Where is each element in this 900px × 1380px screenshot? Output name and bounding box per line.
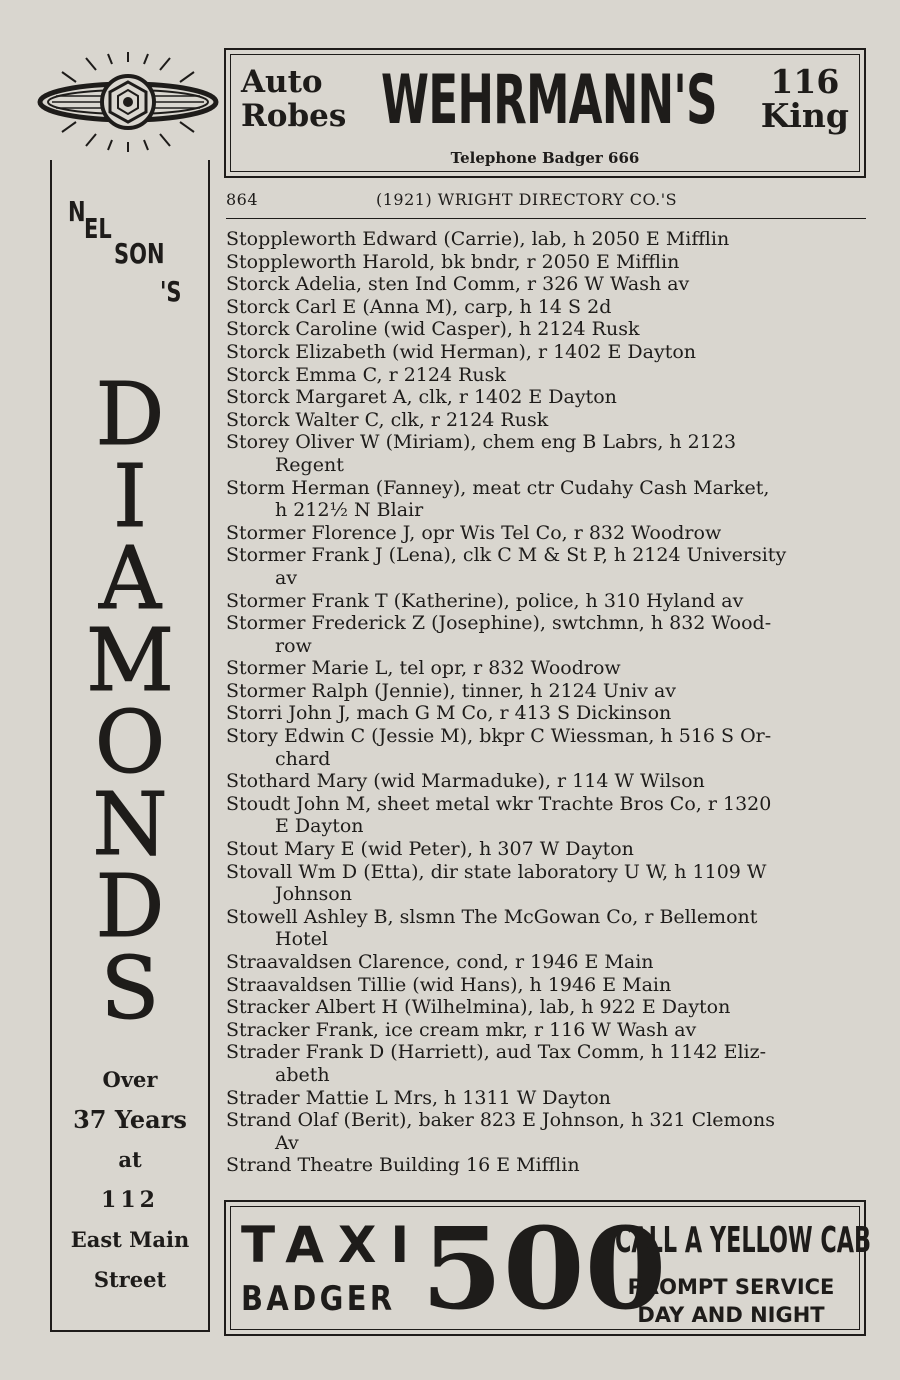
call-yellow-cab: CALL A YELLOW CAB	[615, 1220, 872, 1261]
entry-text: Stracker Albert H (Wilhelmina), lab, h 922 E Dayton	[226, 996, 731, 1019]
directory-entry	[226, 725, 867, 770]
entry-continuation: abeth	[275, 1063, 330, 1086]
directory-entry	[226, 386, 867, 409]
directory-entry	[226, 838, 867, 861]
entry-text: Stoppleworth Harold, bk bndr, r 2050 E Mifflin	[226, 250, 680, 273]
entry-text: Strader Frank D (Harriett), aud Tax Comm, h 1142 Eliz-	[226, 1041, 767, 1064]
brand-letters-son: SON	[114, 237, 165, 270]
directory-entry	[226, 702, 867, 725]
directory-entry	[226, 544, 867, 589]
directory-entries	[226, 228, 867, 1177]
directory-entry	[226, 522, 867, 545]
entry-text: Stracker Frank, ice cream mkr, r 116 W Wash av	[226, 1018, 697, 1041]
entry-text: Strand Theatre Building 16 E Mifflin	[226, 1154, 580, 1177]
directory-entry	[226, 1109, 867, 1154]
headline-letter: D	[95, 365, 165, 465]
service-text: PROMPT SERVICE DAY AND NIGHT	[627, 1275, 835, 1327]
entry-continuation: E Dayton	[275, 815, 364, 838]
entry-text: Stothard Mary (wid Marmaduke), r 114 W Wilson	[226, 770, 705, 793]
headline-letter: M	[85, 611, 175, 711]
diamonds-headline	[52, 365, 208, 1039]
headline-letter: I	[113, 447, 147, 547]
page-title: (1921) WRIGHT DIRECTORY CO.'S	[376, 190, 678, 209]
entry-text: Stowell Ashley B, slsmn The McGowan Co, r Bellemont	[226, 905, 758, 928]
entry-text: Stormer Florence J, opr Wis Tel Co, r 832 Woodrow	[226, 521, 722, 544]
sunburst-emblem-icon	[36, 52, 220, 152]
entry-text: Stormer Ralph (Jennie), tinner, h 2124 Univ av	[226, 679, 677, 702]
entry-text: Storey Oliver W (Miriam), chem eng B Labrs, h 2123	[226, 431, 737, 454]
entry-text: Stormer Frederick Z (Josephine), swtchmn, h 832 Wood-	[226, 612, 772, 635]
wehrmanns-brand: WEHRMANN'S	[381, 61, 717, 140]
entry-continuation: Av	[275, 1131, 299, 1154]
directory-entry	[226, 974, 867, 997]
directory-entry	[226, 770, 867, 793]
footer-line: 112	[101, 1187, 159, 1213]
entry-text: Storck Elizabeth (wid Herman), r 1402 E Dayton	[226, 340, 696, 363]
entry-continuation: Regent	[275, 453, 344, 476]
directory-entry	[226, 793, 867, 838]
directory-entry	[226, 657, 867, 680]
headline-letter: S	[100, 939, 160, 1039]
directory-entry	[226, 477, 867, 522]
wehrmanns-ad	[224, 48, 866, 178]
directory-entry	[226, 612, 867, 657]
entry-continuation: chard	[275, 747, 331, 770]
king-address: 116 King	[760, 62, 849, 135]
entry-text: Strader Mattie L Mrs, h 1311 W Dayton	[226, 1086, 611, 1109]
entry-continuation: row	[275, 634, 312, 657]
entry-text: Storck Emma C, r 2124 Rusk	[226, 363, 506, 386]
footer-line: at	[118, 1147, 142, 1172]
footer-line: Street	[93, 1267, 167, 1292]
taxi-word: TAXI	[241, 1216, 424, 1274]
directory-entry	[226, 273, 867, 296]
entry-text: Stoppleworth Edward (Carrie), lab, h 2050 E Mifflin	[226, 228, 730, 250]
entry-text: Storck Caroline (wid Casper), h 2124 Rusk	[226, 318, 640, 341]
entry-text: Storri John J, mach G M Co, r 413 S Dickinson	[226, 702, 672, 725]
entry-continuation: av	[275, 566, 298, 589]
headline-letter: N	[92, 775, 168, 875]
directory-entry	[226, 228, 867, 251]
entry-text: Stoudt John M, sheet metal wkr Trachte Bros Co, r 1320	[226, 792, 772, 815]
side-ad-footer	[52, 1060, 208, 1300]
entry-text: Straavaldsen Clarence, cond, r 1946 E Main	[226, 951, 654, 973]
entry-text: Straavaldsen Tillie (wid Hans), h 1946 E Main	[226, 973, 672, 996]
directory-entry	[226, 1019, 867, 1042]
entry-text: Storck Walter C, clk, r 2124 Rusk	[226, 408, 549, 431]
entry-text: Strand Olaf (Berit), baker 823 E Johnson, h 321 Clemons	[226, 1109, 775, 1132]
entry-text: Storck Carl E (Anna M), carp, h 14 S 2d	[226, 295, 612, 318]
entry-text: Stormer Marie L, tel opr, r 832 Woodrow	[226, 657, 621, 680]
headline-letter: O	[94, 693, 166, 793]
footer-line: Over	[102, 1067, 158, 1092]
directory-entry	[226, 996, 867, 1019]
entry-text: Story Edwin C (Jessie M), bkpr C Wiessman, h 516 S Or-	[226, 725, 772, 748]
directory-entry	[226, 318, 867, 341]
entry-text: Stormer Frank J (Lena), clk C M & St P, h 2124 University	[226, 544, 787, 567]
directory-entry	[226, 364, 867, 387]
entry-text: Storck Adelia, sten Ind Comm, r 326 W Wash av	[226, 273, 690, 296]
directory-entry	[226, 951, 867, 974]
directory-entry	[226, 590, 867, 613]
footer-line: East Main	[70, 1227, 190, 1252]
entry-continuation: h 212½ N Blair	[275, 499, 424, 522]
directory-entry	[226, 251, 867, 274]
telephone-line: Telephone Badger 666	[450, 149, 640, 167]
badger-word: BADGER	[241, 1279, 396, 1319]
nelsons-diamonds-ad	[50, 160, 210, 1332]
entry-continuation: Johnson	[275, 883, 352, 906]
headline-letter: D	[95, 857, 165, 957]
entry-text: Stormer Frank T (Katherine), police, h 310 Hyland av	[226, 589, 744, 612]
directory-entry	[226, 861, 867, 906]
directory-entry	[226, 296, 867, 319]
brand-letters-el: EL	[84, 212, 112, 245]
footer-line: 37 Years	[73, 1105, 187, 1134]
brand-letters-s: 'S	[160, 275, 182, 308]
entry-text: Storm Herman (Fanney), meat ctr Cudahy Cash Market,	[226, 476, 770, 499]
directory-entry	[226, 409, 867, 432]
directory-entry	[226, 1041, 867, 1086]
entry-continuation: Hotel	[275, 928, 328, 951]
directory-entry	[226, 906, 867, 951]
entry-text: Storck Margaret A, clk, r 1402 E Dayton	[226, 386, 617, 409]
directory-entry	[226, 431, 867, 476]
directory-entry	[226, 341, 867, 364]
directory-entry	[226, 1087, 867, 1110]
directory-entry	[226, 1154, 867, 1177]
brand-letters-n: N	[68, 195, 86, 228]
entry-text: Stovall Wm D (Etta), dir state laboratory U W, h 1109 W	[226, 860, 767, 883]
page-number: 864	[226, 190, 259, 209]
phone-number: 500	[421, 1204, 667, 1335]
auto-robes-text: Auto Robes	[241, 64, 347, 134]
directory-entry	[226, 680, 867, 703]
yellow-cab-ad	[224, 1200, 872, 1336]
header-divider	[226, 218, 866, 219]
entry-text: Stout Mary E (wid Peter), h 307 W Dayton	[226, 838, 634, 861]
headline-letter: A	[98, 529, 162, 629]
